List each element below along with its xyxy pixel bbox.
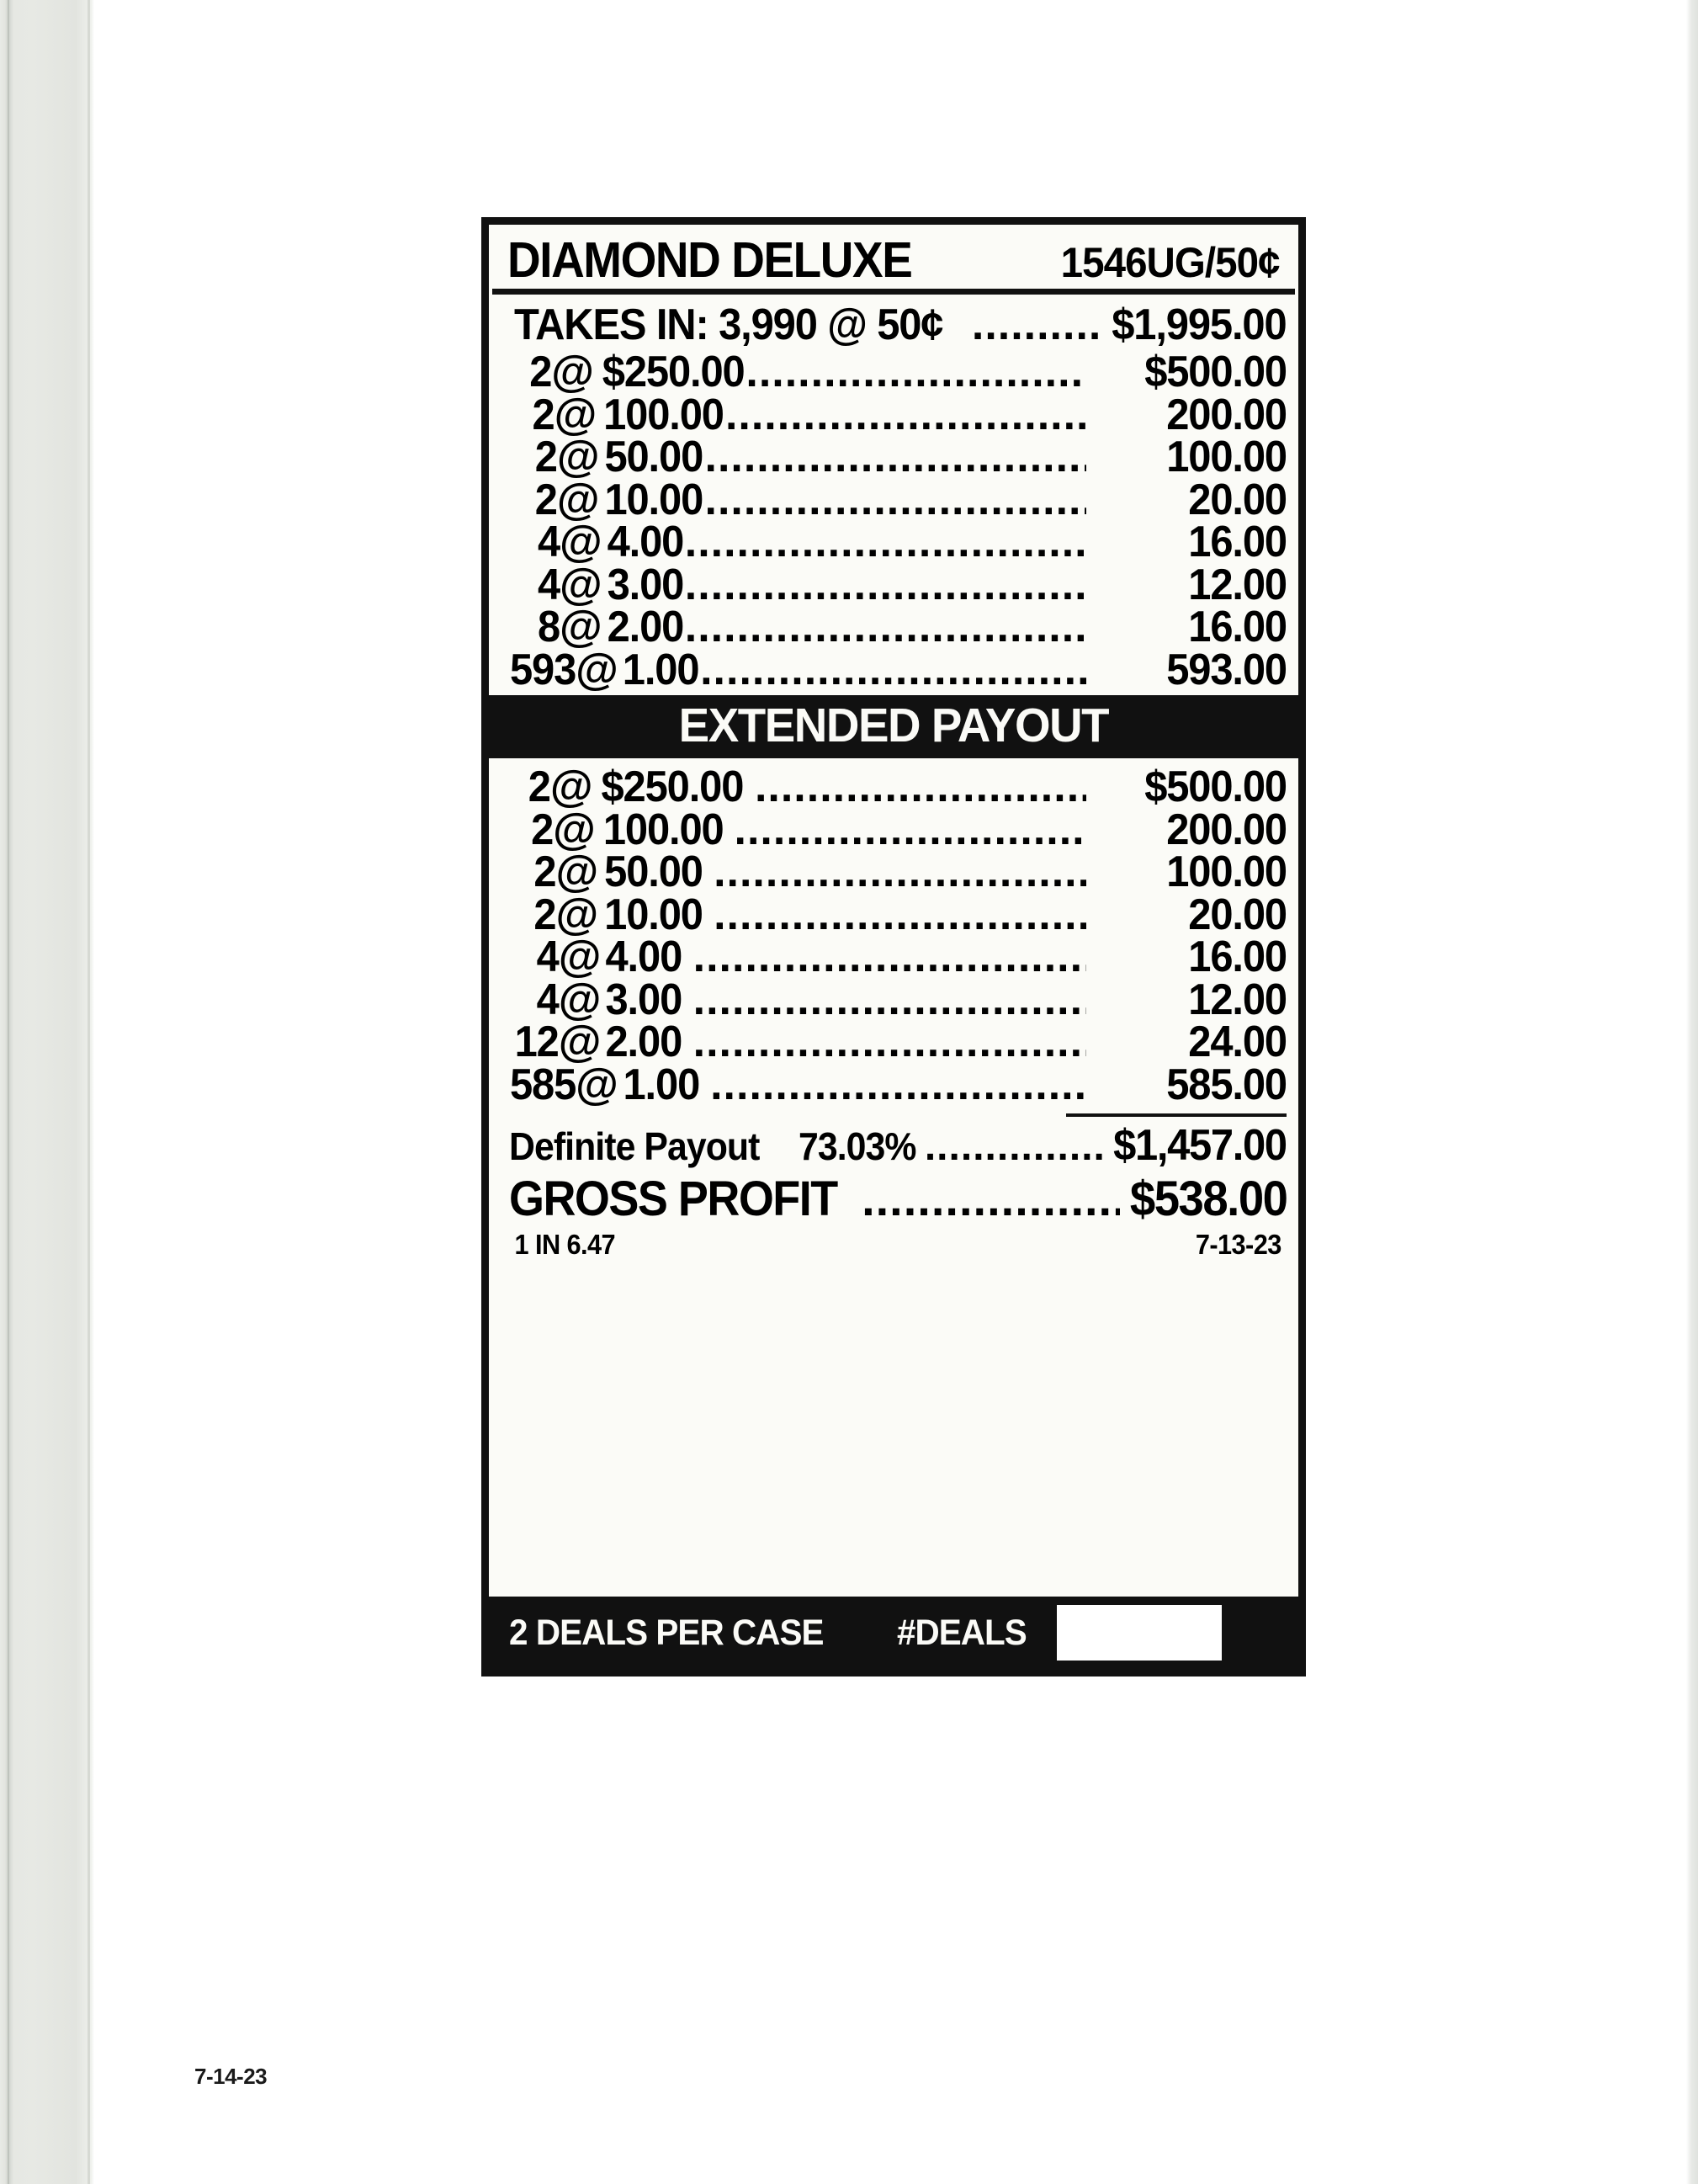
card-header <box>492 225 1295 295</box>
payout-count: 2 <box>532 390 555 439</box>
payout-total: 16.00 <box>1188 603 1287 652</box>
payout-total: $500.00 <box>1144 348 1287 396</box>
extended-payout-table <box>489 758 1298 1107</box>
game-title: DIAMOND DELUXE <box>507 232 912 288</box>
payout-count: 2 <box>534 475 557 524</box>
payout-count: 4 <box>537 560 560 609</box>
payout-total: 100.00 <box>1166 433 1287 482</box>
takes-in-label: TAKES IN: 3,990 @ 50¢ <box>514 300 943 349</box>
at-symbol: @ <box>555 890 597 939</box>
at-symbol: @ <box>576 645 618 694</box>
leader-dots <box>925 1127 1102 1167</box>
definite-payout-label: Definite Payout <box>509 1124 760 1169</box>
table-row <box>506 350 1287 395</box>
definite-payout-amount: $1,457.00 <box>1113 1121 1287 1171</box>
at-symbol: @ <box>576 1060 618 1109</box>
payout-count: 2 <box>533 890 556 939</box>
game-code: 1546UG/50¢ <box>1061 239 1280 286</box>
payout-count: 2 <box>534 433 557 482</box>
extended-payout-banner-label: EXTENDED PAYOUT <box>678 699 1109 753</box>
at-symbol: @ <box>558 933 601 982</box>
card-footer-row <box>509 1227 1287 1261</box>
leader-dots <box>693 935 1086 979</box>
payout-value: 100.00 <box>603 390 724 439</box>
payout-value: 1.00 <box>622 645 699 694</box>
payout-total: 200.00 <box>1166 805 1287 854</box>
table-row <box>506 765 1287 810</box>
at-symbol: @ <box>558 975 601 1024</box>
summary-section <box>489 1113 1298 1261</box>
leader-dots <box>705 478 1086 522</box>
payout-count: 2 <box>529 348 552 396</box>
gross-profit-amount: $538.00 <box>1129 1172 1287 1227</box>
payout-value: 4.00 <box>607 518 683 567</box>
leader-dots <box>685 563 1086 607</box>
table-row <box>506 435 1287 480</box>
table-row <box>506 1020 1287 1065</box>
bottom-bar <box>489 1597 1298 1669</box>
payout-value: 2.00 <box>607 603 683 652</box>
at-symbol: @ <box>560 518 602 567</box>
payout-count: 4 <box>536 933 559 982</box>
leader-dots <box>705 435 1086 479</box>
table-row <box>506 645 1287 694</box>
deals-per-case-label: 2 DEALS PER CASE <box>509 1612 824 1653</box>
at-symbol: @ <box>560 560 602 609</box>
takes-in-row <box>489 295 1298 350</box>
deals-count-input[interactable] <box>1057 1605 1222 1661</box>
leader-dots <box>862 1176 1119 1223</box>
payout-total: 16.00 <box>1188 518 1287 567</box>
extended-payout-banner <box>489 695 1298 758</box>
payout-total: 20.00 <box>1188 475 1287 524</box>
payout-count: 2 <box>531 805 554 854</box>
at-symbol: @ <box>554 390 597 439</box>
leader-dots <box>746 350 1086 394</box>
payout-value: 1.00 <box>623 1060 699 1109</box>
payout-count: 2 <box>533 848 556 897</box>
at-symbol: @ <box>556 433 599 482</box>
table-row <box>506 605 1287 650</box>
table-row <box>506 520 1287 565</box>
card-date: 7-13-23 <box>1196 1229 1282 1261</box>
payout-count: 593 <box>509 645 576 694</box>
leader-dots <box>755 765 1086 809</box>
takes-in-amount: $1,995.00 <box>1112 300 1287 349</box>
payout-total: 200.00 <box>1166 390 1287 439</box>
leader-dots <box>735 808 1086 852</box>
scan-right-edge-artifact <box>1686 0 1698 2184</box>
definite-payout-percent: 73.03% <box>798 1124 916 1169</box>
leader-dots <box>700 648 1086 692</box>
leader-dots <box>714 893 1086 937</box>
payout-flare-card <box>481 217 1306 1677</box>
definite-payout-row <box>509 1120 1287 1171</box>
at-symbol: @ <box>551 348 593 396</box>
payout-value: 2.00 <box>605 1018 682 1067</box>
leader-dots <box>685 520 1086 564</box>
payout-total: 12.00 <box>1188 560 1287 609</box>
page-footer-date: 7-14-23 <box>194 2064 268 2089</box>
table-row <box>506 935 1287 980</box>
payout-total: 16.00 <box>1188 933 1287 982</box>
payout-total: 20.00 <box>1188 890 1287 939</box>
payout-total: 12.00 <box>1188 975 1287 1024</box>
payout-count: 585 <box>509 1060 576 1109</box>
payout-value: 100.00 <box>602 805 724 854</box>
table-row <box>506 560 1287 609</box>
leader-dots <box>972 303 1100 347</box>
scan-left-edge-artifact <box>0 0 94 2184</box>
payout-count: 4 <box>537 518 560 567</box>
table-row <box>506 805 1287 854</box>
payout-count: 4 <box>536 975 559 1024</box>
table-row <box>506 390 1287 439</box>
payout-total: 593.00 <box>1166 645 1287 694</box>
scan-hairline-outer <box>8 0 9 2184</box>
deals-count-label: #DEALS <box>897 1612 1027 1653</box>
table-row <box>506 850 1287 895</box>
at-symbol: @ <box>560 603 602 652</box>
leader-dots <box>685 605 1086 649</box>
leader-dots <box>710 1063 1086 1107</box>
payout-value: 10.00 <box>604 475 703 524</box>
table-row <box>506 1060 1287 1109</box>
gross-profit-row <box>509 1171 1287 1227</box>
payout-count: 12 <box>514 1018 559 1067</box>
base-payout-table <box>489 350 1298 692</box>
payout-total: 585.00 <box>1166 1060 1287 1109</box>
payout-total: $500.00 <box>1144 763 1287 812</box>
payout-value: 3.00 <box>605 975 682 1024</box>
summary-divider <box>1066 1113 1287 1117</box>
payout-total: 100.00 <box>1166 848 1287 897</box>
payout-value: 50.00 <box>604 433 703 482</box>
payout-value: $250.00 <box>601 763 744 812</box>
scan-hairline-inner <box>88 0 90 2184</box>
at-symbol: @ <box>549 763 592 812</box>
odds-text: 1 IN 6.47 <box>514 1229 616 1261</box>
table-row <box>506 975 1287 1024</box>
at-symbol: @ <box>556 475 599 524</box>
leader-dots <box>693 978 1086 1022</box>
at-symbol: @ <box>558 1018 601 1067</box>
payout-value: 4.00 <box>605 933 682 982</box>
table-row <box>506 475 1287 524</box>
payout-value: 3.00 <box>607 560 683 609</box>
leader-dots <box>725 393 1086 437</box>
leader-dots <box>714 850 1086 894</box>
leader-dots <box>693 1020 1086 1064</box>
payout-count: 8 <box>537 603 560 652</box>
payout-value: 10.00 <box>604 890 703 939</box>
payout-count: 2 <box>528 763 550 812</box>
payout-value: $250.00 <box>602 348 745 396</box>
payout-value: 50.00 <box>604 848 703 897</box>
payout-total: 24.00 <box>1188 1018 1287 1067</box>
at-symbol: @ <box>555 848 597 897</box>
table-row <box>506 890 1287 939</box>
at-symbol: @ <box>553 805 595 854</box>
gross-profit-label: GROSS PROFIT <box>509 1172 837 1227</box>
